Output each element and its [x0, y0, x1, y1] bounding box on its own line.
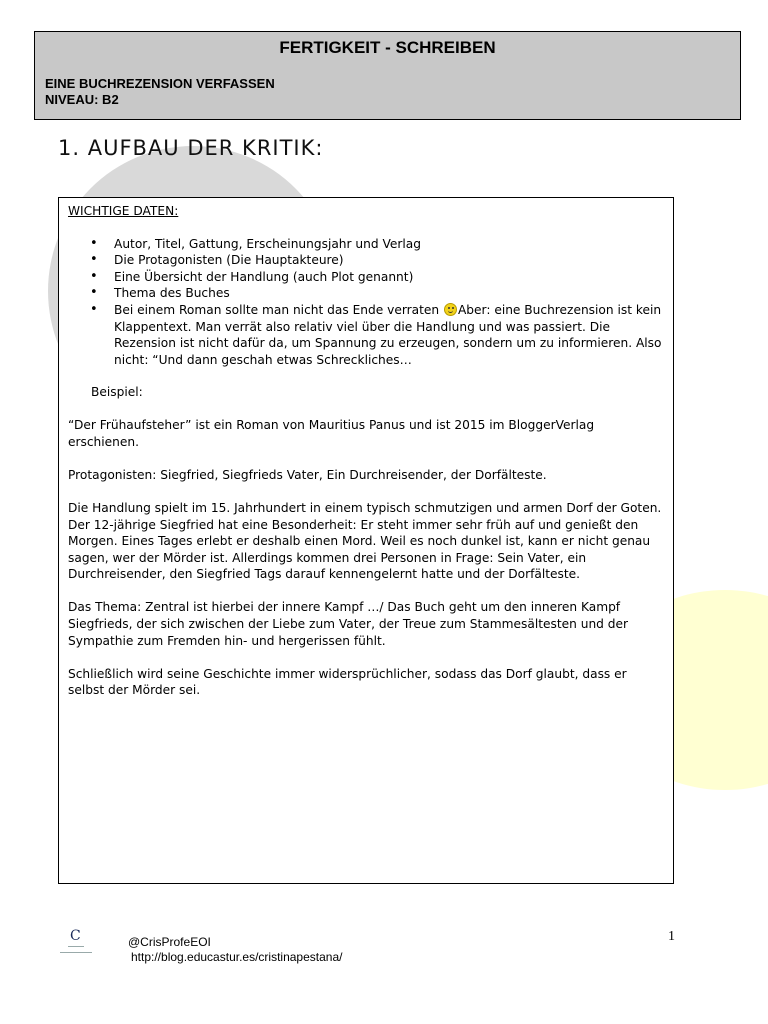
- paragraph-plot: Die Handlung spielt im 15. Jahrhundert in einem typisch schmutzigen und armen Dorf der Goten. Der 12-jährige Siegfried hat eine Besonderheit: Er steht immer sehr früh auf und genießt den Morgen. Eines Tages erlebt er deshalb einen Mord. Weil es noch dunkel ist, kann er nicht genau sagen, wer der Mörder ist. Allerdings kommen drei Personen in Frage: Sein Vater, ein Durchreisender, den Siegfried Tags darauf kennengelernt hatte und der Dorfälteste.: [68, 500, 662, 582]
- smiley-icon: [444, 303, 457, 316]
- bullet5-text-before: Bei einem Roman sollte man nicht das Ende verraten: [114, 302, 443, 317]
- content-box: [58, 197, 674, 884]
- list-item: • Thema des Buches: [114, 285, 664, 302]
- paragraph-conclusion: Schließlich wird seine Geschichte immer widersprüchlicher, sodass das Dorf glaubt, dass er selbst der Mörder sei.: [68, 666, 627, 698]
- logo-line: [60, 952, 92, 953]
- paragraph-publication: “Der Frühaufsteher” ist ein Roman von Mauritius Panus und ist 2015 im BloggerVerlag erschienen.: [68, 417, 595, 449]
- box-label: WICHTIGE DATEN:: [68, 204, 179, 218]
- header-subtitle-level: NIVEAU: B2: [45, 92, 119, 107]
- bullet5-text-after: Aber: eine Buchrezension ist kein Klappentext. Man verrät also relativ viel über die Handlung und was passiert. Die Rezension ist nicht dafür da, um Spannung zu erzeugen, sondern um zu informieren. Also nicht: “Und dann geschah etwas Schreckliches…: [114, 302, 662, 367]
- paragraph-protagonists: Protagonisten: Siegfried, Siegfrieds Vater, Ein Durchreisender, der Dorfälteste.: [68, 467, 547, 482]
- page-number: 1: [668, 929, 675, 944]
- header-subtitle-topic: EINE BUCHREZENSION VERFASSEN: [45, 76, 275, 91]
- data-bullet-list: [68, 236, 664, 369]
- worksheet-header: [34, 31, 741, 120]
- logo-line: [68, 946, 84, 947]
- logo-icon: [56, 928, 96, 958]
- blog-url: http://blog.educastur.es/cristinapestana/: [131, 950, 343, 964]
- section-heading: 1. AUFBAU DER KRITIK:: [58, 136, 324, 160]
- logo-letter: C: [70, 928, 81, 944]
- example-label: Beispiel:: [91, 385, 143, 400]
- list-item: [114, 302, 664, 368]
- header-title: FERTIGKEIT - SCHREIBEN: [279, 38, 496, 57]
- list-item: • Autor, Titel, Gattung, Erscheinungsjahr und Verlag: [114, 236, 664, 253]
- paragraph-theme: Das Thema: Zentral ist hierbei der innere Kampf …/ Das Buch geht um den inneren Kampf Siegfrieds, der sich zwischen der Liebe zum Vater, der Treue zum Stammesältesten und der Sympathie zum Fremden hin- und hergerissen fühlt.: [68, 600, 629, 648]
- list-item: • Eine Übersicht der Handlung (auch Plot genannt): [114, 269, 664, 286]
- list-item: • Die Protagonisten (Die Hauptakteure): [114, 252, 664, 269]
- author-handle: @CrisProfeEOI: [128, 935, 211, 949]
